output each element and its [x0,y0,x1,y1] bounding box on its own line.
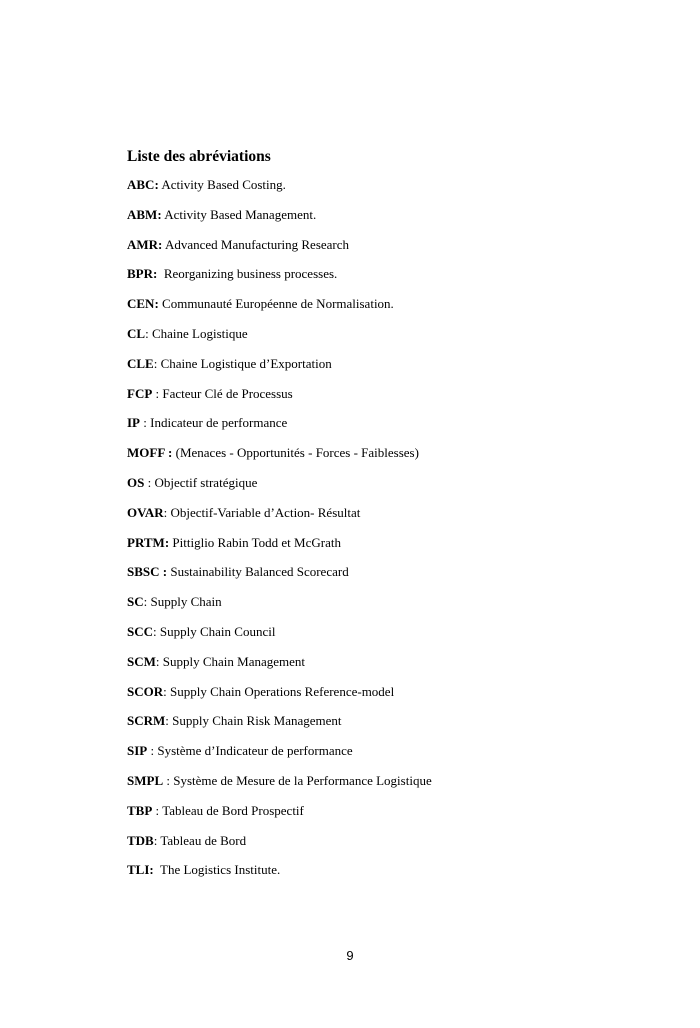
abbreviation-definition: Tableau de Bord Prospectif [162,802,304,818]
abbreviation-entry [127,265,647,295]
abbreviation-separator: : [163,772,174,788]
abbreviation-definition: Indicateur de performance [150,415,288,431]
abbreviation-entry [127,176,647,206]
page-title: Liste des abréviations [127,148,271,165]
abbreviation-entry [127,653,647,683]
abbreviation-term: CEN: [127,296,159,312]
abbreviation-entry [127,802,647,832]
abbreviation-term: SCRM [127,713,166,729]
abbreviation-term: IP [127,415,140,431]
abbreviation-term: SCOR [127,683,164,699]
abbreviation-term: AMR: [127,236,163,252]
abbreviation-separator: : [153,832,161,848]
abbreviation-term: SCM [127,653,156,669]
abbreviation-definition: (Menaces - Opportunités - Forces - Faiblesses) [175,445,419,461]
abbreviation-term: ABM: [127,206,162,222]
abbreviation-term: ABC: [127,177,159,192]
abbreviation-definition: Objectif-Variable d’Action- Résultat [170,504,361,520]
abbreviation-entry [127,832,647,862]
abbreviation-entry [127,444,647,474]
abbreviation-entry [127,504,647,534]
abbreviation-definition: Reorganizing business processes. [163,266,338,282]
abbreviation-separator: : [143,594,151,610]
abbreviation-separator: : [145,325,152,341]
abbreviation-separator: : [152,802,163,818]
abbreviation-entry [127,683,647,713]
abbreviation-definition: Supply Chain Operations Reference-model [170,683,395,699]
abbreviation-term: MOFF : [127,445,173,461]
abbreviation-definition: Activity Based Costing. [161,177,286,192]
abbreviation-term: SBSC : [127,564,168,580]
abbreviation-entry [127,236,647,266]
abbreviation-definition: Chaine Logistique [151,325,248,341]
abbreviation-entry [127,534,647,564]
abbreviation-definition: Chaine Logistique d’Exportation [160,355,332,371]
abbreviation-definition: Supply Chain Council [159,623,276,639]
abbreviation-term: CLE [127,355,154,371]
abbreviation-entry [127,712,647,742]
abbreviation-entry [127,623,647,653]
abbreviation-term: OVAR [127,504,164,520]
abbreviations-section [127,146,647,891]
abbreviation-entry [127,593,647,623]
abbreviation-term: OS [127,474,145,490]
abbreviation-separator: : [140,415,151,431]
abbreviation-list [127,176,647,891]
abbreviation-definition: Supply Chain Risk Management [172,713,342,729]
abbreviation-definition: Activity Based Management. [164,206,317,222]
abbreviation-definition: Système de Mesure de la Performance Logistique [173,772,432,788]
abbreviation-term: SC [127,594,144,610]
abbreviation-definition: Advanced Manufacturing Research [164,236,350,252]
page-number: 9 [346,948,354,963]
abbreviation-entry [127,772,647,802]
abbreviation-definition: Système d’Indicateur de performance [157,743,353,759]
abbreviation-definition: Pittiglio Rabin Todd et McGrath [172,534,341,550]
abbreviation-term: SCC [127,623,154,639]
abbreviation-term: PRTM: [127,534,170,550]
abbreviation-entry [127,742,647,772]
abbreviation-separator: : [163,504,171,520]
abbreviation-separator: : [153,623,160,639]
abbreviation-definition: Communauté Européenne de Normalisation. [162,296,394,312]
abbreviation-term: SMPL [127,772,164,788]
abbreviation-entry [127,563,647,593]
abbreviation-separator: : [147,743,158,759]
abbreviation-term: BPR: [127,266,158,282]
abbreviation-entry [127,474,647,504]
abbreviation-entry [127,355,647,385]
abbreviation-term: CL [127,325,146,341]
abbreviation-separator: : [144,474,155,490]
abbreviation-definition: Objectif stratégique [154,474,258,490]
abbreviation-definition: The Logistics Institute. [160,862,281,878]
abbreviation-entry [127,325,647,355]
abbreviation-term: SIP [127,743,148,759]
abbreviation-term: FCP [127,385,153,401]
abbreviation-separator: : [155,653,163,669]
abbreviation-separator: : [152,385,163,401]
abbreviation-term: TBP [127,802,153,818]
abbreviation-term: TDB [127,832,154,848]
abbreviation-definition: Supply Chain Management [162,653,306,669]
abbreviation-definition: Facteur Clé de Processus [162,385,293,401]
abbreviation-term: TLI: [127,862,154,878]
abbreviation-definition: Tableau de Bord [160,832,247,848]
abbreviation-entry [127,414,647,444]
abbreviation-separator: : [165,713,173,729]
abbreviation-entry [127,861,647,891]
abbreviation-separator: : [153,355,161,371]
abbreviation-definition: Supply Chain [150,594,222,610]
abbreviation-definition: Sustainability Balanced Scorecard [170,564,349,580]
abbreviation-entry [127,385,647,415]
abbreviation-separator: : [163,683,170,699]
abbreviation-entry [127,295,647,325]
abbreviation-entry [127,206,647,236]
